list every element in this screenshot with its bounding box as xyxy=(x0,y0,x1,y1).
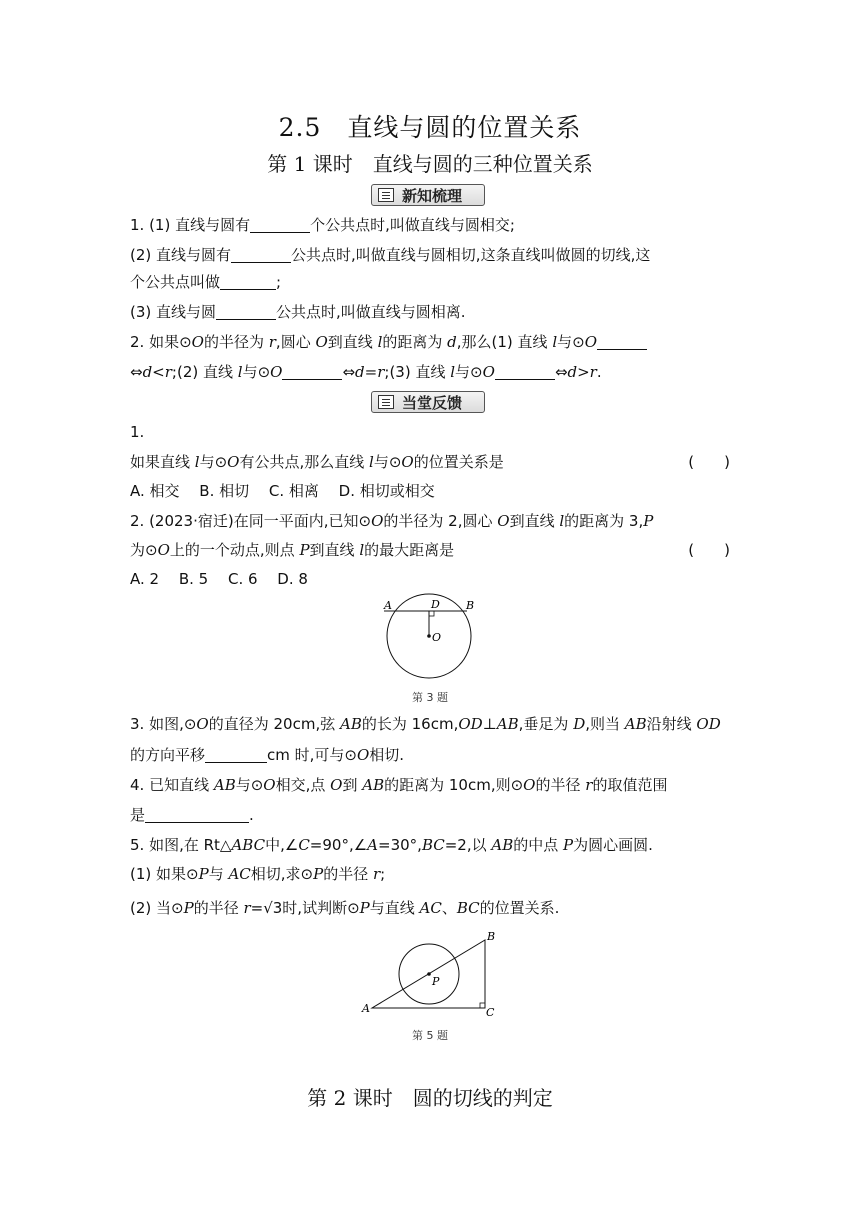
label-a: A xyxy=(362,1002,370,1015)
label-b: B xyxy=(487,930,496,943)
answer-blank[interactable] xyxy=(495,363,555,380)
figure-5-caption: 第 5 题 xyxy=(412,1029,448,1042)
book-icon xyxy=(378,188,394,202)
answer-blank[interactable] xyxy=(205,746,267,763)
q1-line4: (3) 直线与圆 公共点时,叫做直线与圆相离. xyxy=(130,303,466,321)
center-dot xyxy=(427,634,431,638)
answer-paren[interactable]: ( ) xyxy=(688,541,730,559)
q1-line3: 个公共点叫做 ; xyxy=(130,273,282,291)
answer-paren[interactable]: ( ) xyxy=(688,453,730,471)
right-angle-mark xyxy=(429,611,434,616)
section-label: 当堂反馈 xyxy=(402,394,463,412)
pen-icon xyxy=(378,395,394,409)
q2-line2: ⇔d<r;(2) 直线 l与⊙O ⇔d=r;(3) 直线 l与⊙O ⇔d>r. xyxy=(130,363,602,381)
f5-line3: (2) 当⊙P的半径 r=√3时,试判断⊙P与直线 AC、BC的位置关系. xyxy=(130,899,560,917)
center-dot xyxy=(427,972,431,976)
section-badge-new-knowledge xyxy=(371,184,485,206)
label-a: A xyxy=(384,599,392,612)
section-label: 新知梳理 xyxy=(402,187,463,205)
label-c: C xyxy=(486,1006,495,1019)
f1-stem: 如果直线 l与⊙O有公共点,那么直线 l与⊙O的位置关系是 ( ) xyxy=(130,453,730,471)
answer-blank[interactable] xyxy=(231,246,291,263)
label-d: D xyxy=(431,598,440,611)
figure-5 xyxy=(360,928,510,1018)
lesson-1-title: 第 1 课时 直线与圆的三种位置关系 xyxy=(267,152,593,176)
answer-blank[interactable] xyxy=(145,806,249,823)
right-angle-mark xyxy=(480,1003,485,1008)
section-badge-feedback xyxy=(371,391,485,413)
label-b: B xyxy=(466,599,475,612)
page-title: 2.5 直线与圆的位置关系 xyxy=(278,113,582,142)
f1-number: 1. xyxy=(130,423,145,441)
f4-line2: 是 . xyxy=(130,806,254,824)
answer-blank[interactable] xyxy=(597,333,647,350)
answer-blank[interactable] xyxy=(282,363,342,380)
f3-line2: 的方向平移 cm 时,可与⊙O相切. xyxy=(130,746,405,764)
f3-line1: 3. 如图,⊙O的直径为 20cm,弦 AB的长为 16cm,OD⊥AB,垂足为 D,则当 AB沿射线 OD xyxy=(130,715,721,733)
lesson-2-title: 第 2 课时 圆的切线的判定 xyxy=(307,1086,553,1110)
f2-options: A. 2 B. 5 C. 6 D. 8 xyxy=(130,570,308,588)
q2-line1: 2. 如果⊙O的半径为 r,圆心 O到直线 l的距离为 d,那么(1) 直线 l与⊙O xyxy=(130,331,730,353)
f5-line2: (1) 如果⊙P与 AC相切,求⊙P的半径 r; xyxy=(130,865,386,883)
f1-options: A. 相交 B. 相切 C. 相离 D. 相切或相交 xyxy=(130,482,435,500)
figure-3-caption: 第 3 题 xyxy=(412,691,448,704)
q1-line1: 1. (1) 直线与圆有 个公共点时,叫做直线与圆相交; xyxy=(130,216,515,234)
answer-blank[interactable] xyxy=(220,273,276,290)
f4-line1: 4. 已知直线 AB与⊙O相交,点 O到 AB的距离为 10cm,则⊙O的半径 r的取值范围 xyxy=(130,776,668,794)
answer-blank[interactable] xyxy=(216,303,276,320)
q1-line2: (2) 直线与圆有 公共点时,叫做直线与圆相切,这条直线叫做圆的切线,这 xyxy=(130,246,651,264)
f2-line1: 2. (2023·宿迁)在同一平面内,已知⊙O的半径为 2,圆心 O到直线 l的距离为 3,P xyxy=(130,512,654,530)
figure-3 xyxy=(376,594,496,704)
answer-blank[interactable] xyxy=(250,216,310,233)
label-p: P xyxy=(432,975,440,988)
f5-line1: 5. 如图,在 Rt△ABC中,∠C=90°,∠A=30°,BC=2,以 AB的中点 P为圆心画圆. xyxy=(130,836,653,854)
label-o: O xyxy=(432,631,442,644)
f2-line2: 为⊙O上的一个动点,则点 P到直线 l的最大距离是 ( ) xyxy=(130,541,730,559)
